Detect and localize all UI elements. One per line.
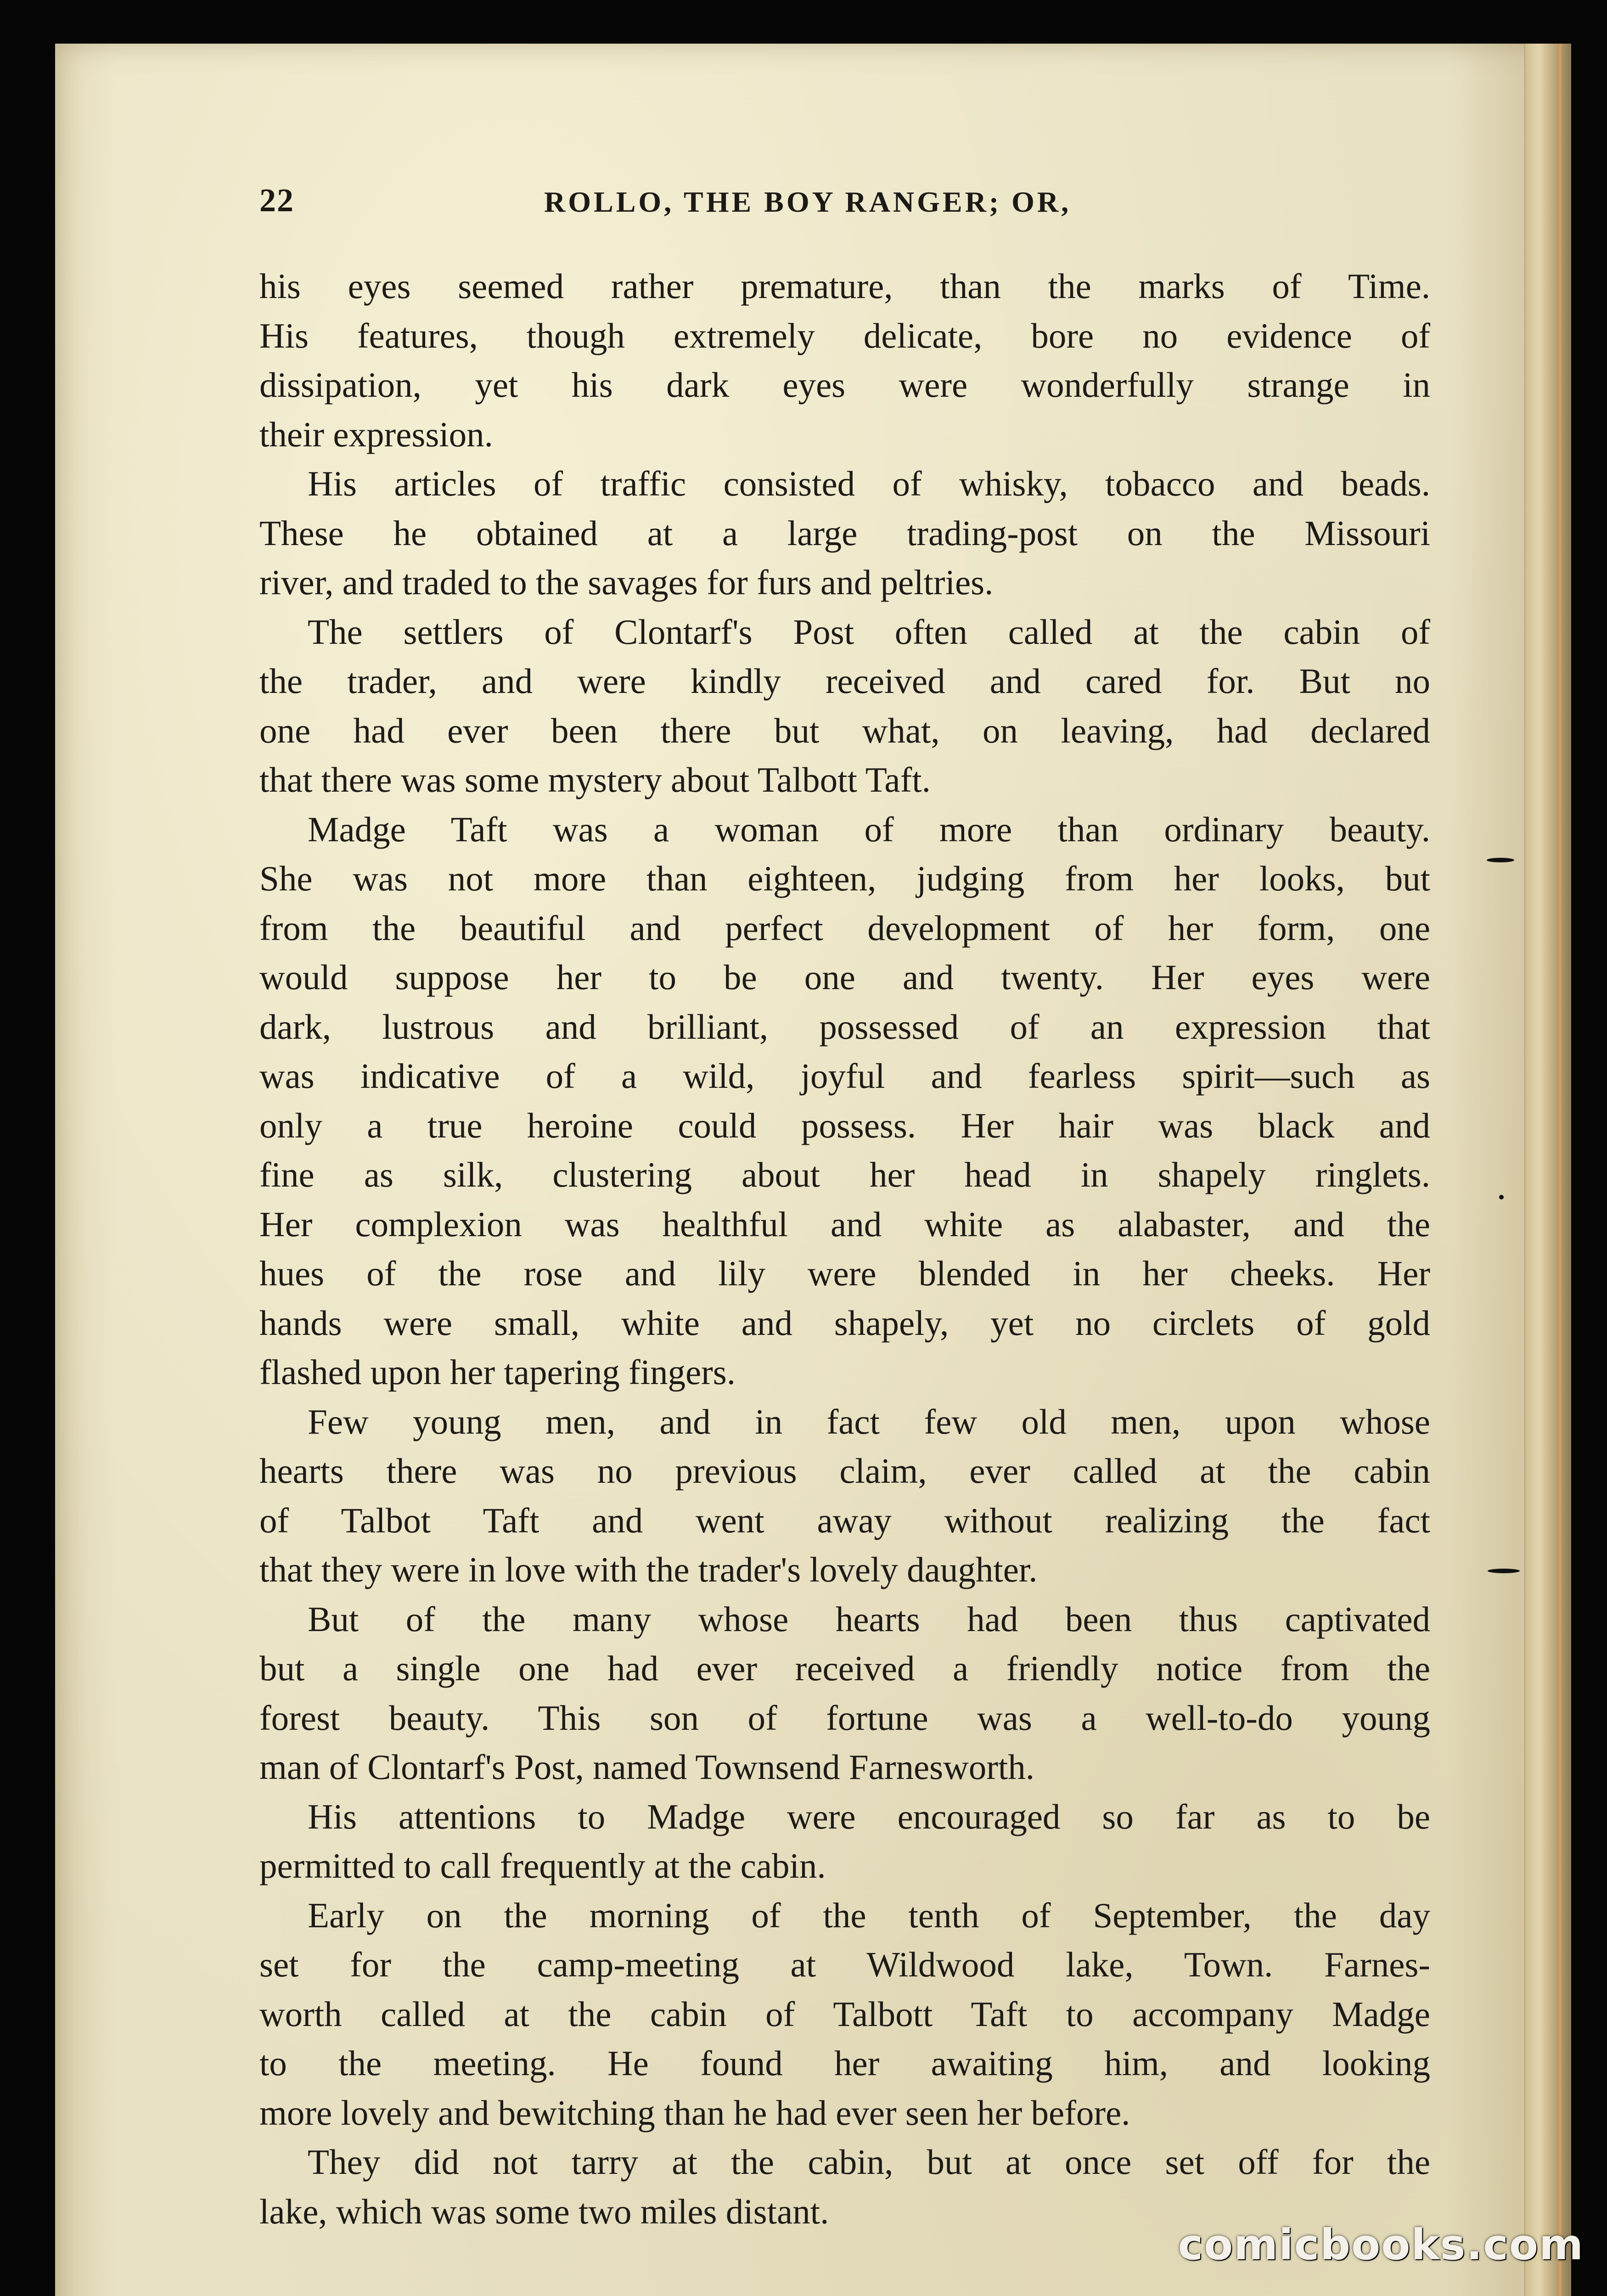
text-line: His features, though extremely delicate, bore no evidence of — [259, 315, 1430, 355]
text-line: their expression. — [259, 414, 493, 454]
text-line: The settlers of Clontarf's Post often called at the cabin of — [308, 612, 1430, 652]
text-line: was indicative of a wild, joyful and fearless spirit—such as — [259, 1056, 1430, 1096]
watermark: comicbooks.com — [1178, 2220, 1584, 2269]
page-header — [259, 181, 1435, 218]
text-line: forest beauty. This son of fortune was a well-to-do young — [259, 1698, 1430, 1738]
text-line: but a single one had ever received a friendly notice from the — [259, 1649, 1430, 1688]
text-line: to the meeting. He found her awaiting him, and looking — [259, 2043, 1430, 2083]
text-line: They did not tarry at the cabin, but at once set off for the — [308, 2142, 1430, 2182]
text-line: man of Clontarf's Post, named Townsend Farnesworth. — [259, 1747, 1035, 1787]
text-line: hues of the rose and lily were blended in her cheeks. Her — [259, 1254, 1430, 1293]
text-line: She was not more than eighteen, judging from her looks, but — [259, 859, 1430, 898]
text-line: Few young men, and in fact few old men, upon whose — [308, 1401, 1430, 1441]
text-line: worth called at the cabin of Talbott Taft to accompany Madge — [259, 1994, 1430, 2034]
text-line: These he obtained at a large trading-post on the Missouri — [259, 513, 1430, 553]
margin-mark — [1487, 858, 1514, 862]
text-line: But of the many whose hearts had been thus captivated — [308, 1599, 1430, 1639]
text-line: that they were in love with the trader's lovely daughter. — [259, 1550, 1038, 1589]
text-line: of Talbot Taft and went away without realizing the fact — [259, 1500, 1430, 1540]
text-line: Her complexion was healthful and white as alabaster, and the — [259, 1204, 1430, 1244]
page-number: 22 — [259, 182, 294, 219]
text-line: Madge Taft was a woman of more than ordinary beauty. — [308, 809, 1430, 849]
text-line: dissipation, yet his dark eyes were wonderfully strange in — [259, 365, 1430, 405]
text-line: set for the camp-meeting at Wildwood lake, Town. Farnes- — [259, 1945, 1430, 1984]
text-line: only a true heroine could possess. Her hair was black and — [259, 1105, 1430, 1145]
text-line: permitted to call frequently at the cabin. — [259, 1846, 826, 1885]
text-line: Early on the morning of the tenth of September, the day — [308, 1895, 1430, 1935]
margin-mark — [1499, 1195, 1504, 1199]
text-line: His articles of traffic consisted of whisky, tobacco and beads. — [308, 464, 1430, 503]
text-line: from the beautiful and perfect development of her form, one — [259, 908, 1430, 948]
page-fold-edge — [1524, 44, 1571, 2296]
text-line: lake, which was some two miles distant. — [259, 2191, 829, 2231]
body-text — [259, 262, 1430, 2236]
text-line: hearts there was no previous claim, ever called at the cabin — [259, 1451, 1430, 1491]
margin-mark — [1488, 1569, 1520, 1573]
text-line: one had ever been there but what, on leaving, had declared — [259, 710, 1430, 750]
text-line: more lovely and bewitching than he had ever seen her before. — [259, 2093, 1130, 2133]
text-line: flashed upon her tapering fingers. — [259, 1352, 736, 1392]
text-line: dark, lustrous and brilliant, possessed of an expression that — [259, 1007, 1430, 1047]
text-line: fine as silk, clustering about her head in shapely ringlets. — [259, 1155, 1430, 1194]
running-head: ROLLO, THE BOY RANGER; OR, — [544, 186, 1072, 218]
page-edge-line — [1559, 44, 1562, 2296]
text-line: his eyes seemed rather premature, than the marks of Time. — [259, 266, 1430, 306]
text-line: the trader, and were kindly received and cared for. But no — [259, 661, 1430, 701]
text-line: that there was some mystery about Talbott Taft. — [259, 760, 931, 799]
text-line: hands were small, white and shapely, yet no circlets of gold — [259, 1303, 1430, 1343]
text-line: His attentions to Madge were encouraged so far as to be — [308, 1796, 1430, 1836]
text-line: would suppose her to be one and twenty. Her eyes were — [259, 957, 1430, 997]
text-line: river, and traded to the savages for furs and peltries. — [259, 563, 994, 602]
